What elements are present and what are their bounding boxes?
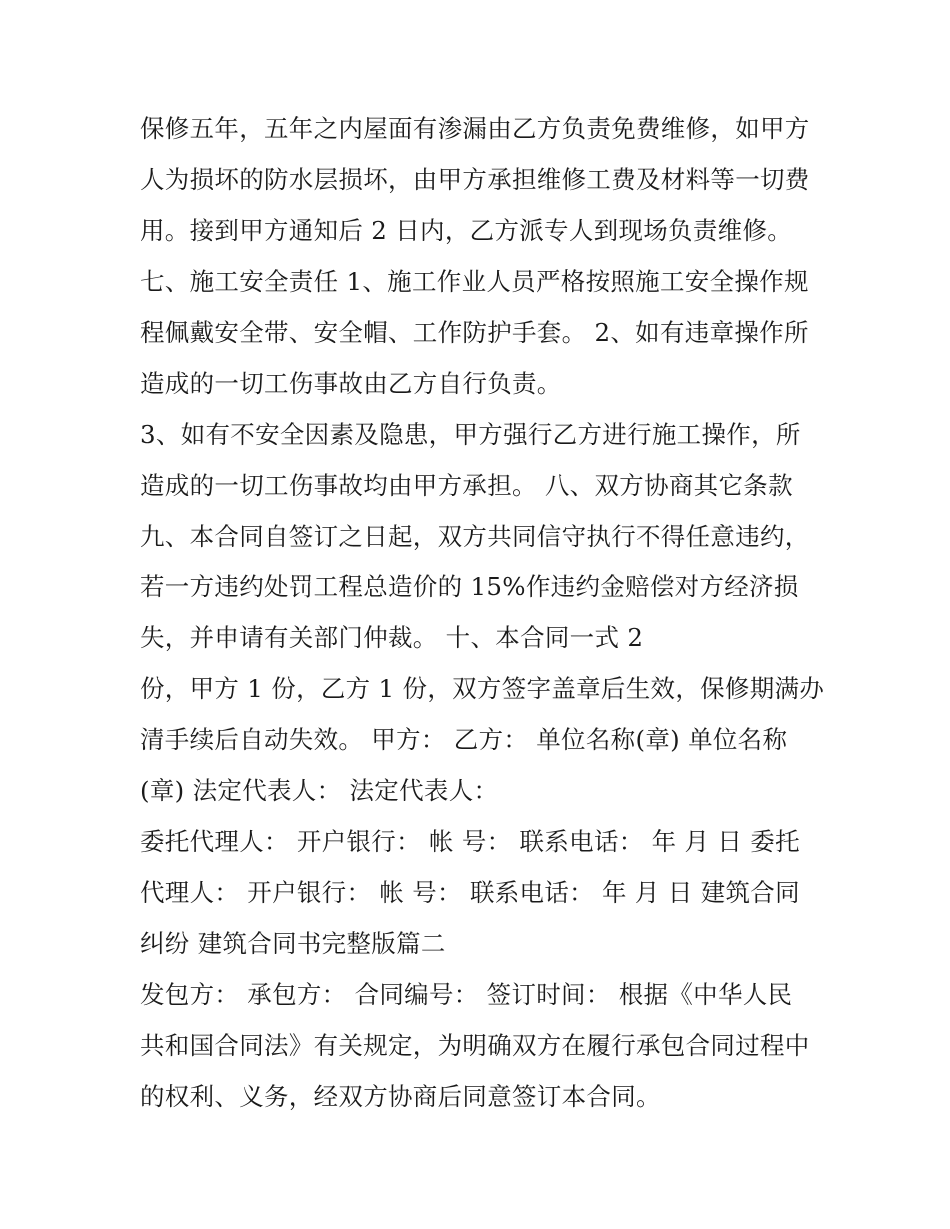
text-line: 失，并申请有关部门仲裁。 十、本合同一式 2 bbox=[140, 623, 644, 653]
text-line: 造成的一切工伤事故由乙方自行负责。 bbox=[140, 368, 562, 398]
text-line: 委托代理人： 开户银行： 帐 号： 联系电话： 年 月 日 委托 bbox=[140, 827, 800, 857]
text-line: 保修五年，五年之内屋面有渗漏由乙方负责免费维修，如甲方 bbox=[140, 114, 810, 143]
text-line: 用。接到甲方通知后 2 日内，乙方派专人到现场负责维修。 bbox=[140, 215, 793, 245]
text-line: 共和国合同法》有关规定，为明确双方在履行承包合同过程中 bbox=[140, 1030, 810, 1060]
contract-body-text bbox=[140, 104, 830, 1123]
text-line: 九、本合同自签订之日起，双方共同信守执行不得任意违约， bbox=[140, 521, 810, 551]
text-line: 发包方： 承包方： 合同编号： 签订时间： 根据《中华人民 bbox=[140, 979, 793, 1009]
text-line: 人为损坏的防水层损坏，由甲方承担维修工费及材料等一切费 bbox=[140, 164, 810, 194]
text-line: 份，甲方 1 份，乙方 1 份，双方签字盖章后生效，保修期满办 bbox=[140, 674, 825, 704]
text-line: 的权利、义务，经双方协商后同意签订本合同。 bbox=[140, 1081, 661, 1111]
text-line: (章) 法定代表人： 法定代表人： bbox=[140, 776, 499, 806]
text-line: 造成的一切工伤事故均由甲方承担。 八、双方协商其它条款 bbox=[140, 470, 793, 500]
text-line: 程佩戴安全带、安全帽、工作防护手套。 2、如有违章操作所 bbox=[140, 317, 809, 347]
text-line: 纠纷 建筑合同书完整版篇二 bbox=[140, 929, 446, 958]
text-line: 3、如有不安全因素及隐患，甲方强行乙方进行施工操作，所 bbox=[140, 419, 801, 449]
text-line: 清手续后自动失效。 甲方： 乙方： 单位名称(章) 单位名称 bbox=[140, 725, 788, 755]
text-line: 若一方违约处罚工程总造价的 15%作违约金赔偿对方经济损 bbox=[140, 572, 799, 602]
text-line: 代理人： 开户银行： 帐 号： 联系电话： 年 月 日 建筑合同 bbox=[140, 878, 800, 908]
text-line: 七、施工安全责任 1、施工作业人员严格按照施工安全操作规 bbox=[140, 266, 809, 296]
